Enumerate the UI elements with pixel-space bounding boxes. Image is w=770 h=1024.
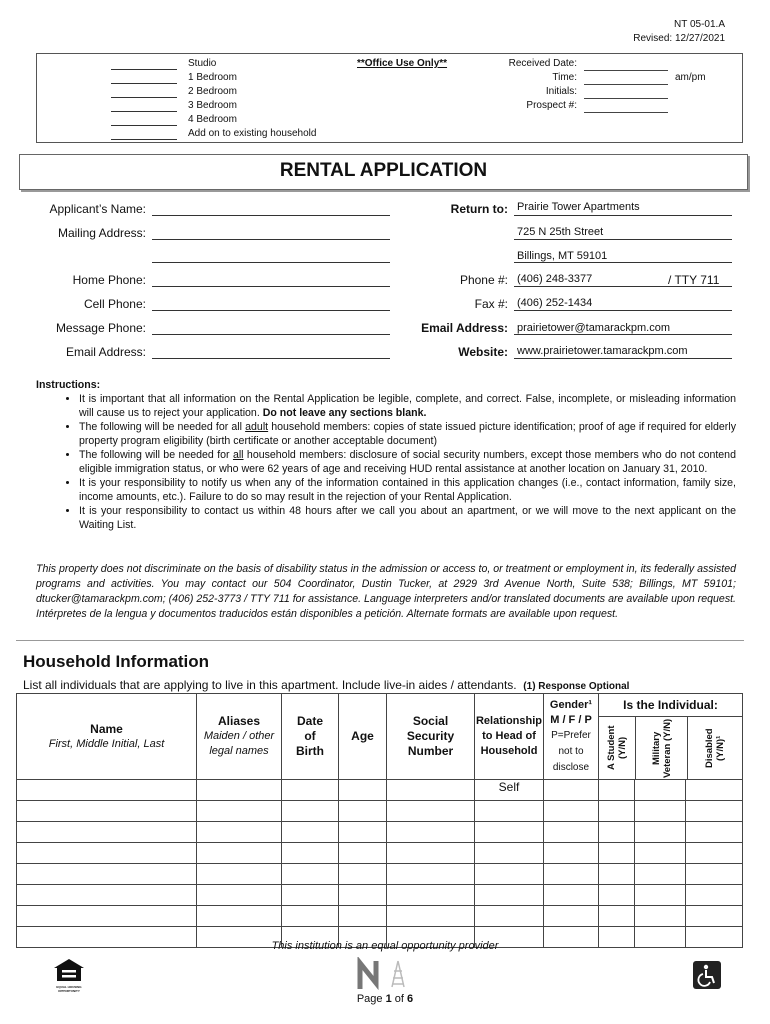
- cell-name[interactable]: [17, 780, 197, 801]
- ampm-label: am/pm: [675, 72, 706, 83]
- cell-relationship: Self: [475, 780, 544, 801]
- cell-disabled[interactable]: [686, 780, 743, 801]
- cell-ssn[interactable]: [387, 780, 475, 801]
- table-row: [17, 885, 743, 906]
- cell-ssn[interactable]: [387, 801, 475, 822]
- cell-ssn[interactable]: [387, 885, 475, 906]
- tty-value: / TTY 711: [668, 273, 720, 287]
- unit-option-3br[interactable]: 3 Bedroom: [111, 100, 411, 113]
- form-id: NT 05-01.A: [674, 19, 725, 30]
- cell-disabled[interactable]: [686, 885, 743, 906]
- return-email-label: Email Address:: [421, 321, 508, 335]
- table-row: [17, 801, 743, 822]
- instruction-item: • The following will be needed for all adult household members: copies of state issued picture identification; proof of age if required for elderly property program eligibility (birth certificate or another acceptable document): [79, 420, 736, 448]
- cell-dob[interactable]: [282, 885, 339, 906]
- mailing-address-label: Mailing Address:: [57, 226, 146, 240]
- col-disabled: Disabled (Y/N)¹: [704, 728, 726, 768]
- cell-gender[interactable]: [544, 780, 599, 801]
- revised-date: Revised: 12/27/2021: [633, 33, 725, 44]
- col-age: Age: [339, 694, 387, 780]
- prospect-label: Prospect #:: [526, 100, 577, 111]
- cell-gender[interactable]: [544, 885, 599, 906]
- cell-student[interactable]: [599, 885, 635, 906]
- fax-value: (406) 252-1434: [517, 297, 593, 309]
- return-to-city: Billings, MT 59101: [517, 250, 608, 262]
- cell-name[interactable]: [17, 906, 197, 927]
- cell-age[interactable]: [339, 906, 387, 927]
- instructions: [36, 378, 736, 532]
- return-email-value[interactable]: prairietower@tamarackpm.com: [517, 322, 670, 334]
- instruction-item: • The following will be needed for all household members: disclosure of social security numbers, except those members who do not contend eligible immigration status, or who were 62 years of age and receiving HUD rental assistance at another location on January 31, 2010.: [79, 448, 736, 476]
- cell-aliases[interactable]: [197, 864, 282, 885]
- cell-age[interactable]: [339, 780, 387, 801]
- cell-relationship[interactable]: [475, 822, 544, 843]
- cell-military[interactable]: [635, 864, 686, 885]
- cell-aliases[interactable]: [197, 822, 282, 843]
- household-heading: Household Information: [23, 652, 210, 671]
- table-row: [17, 780, 743, 801]
- col-is-individual: [599, 694, 743, 780]
- cell-phone-label: Cell Phone:: [83, 297, 146, 311]
- cell-aliases[interactable]: [197, 801, 282, 822]
- cell-dob[interactable]: [282, 780, 339, 801]
- return-to-street: 725 N 25th Street: [517, 226, 604, 238]
- phone-line: [514, 286, 732, 287]
- col-dob: Date of Birth: [282, 694, 339, 780]
- website-line: [514, 358, 732, 359]
- applicant-name-field[interactable]: [152, 215, 390, 216]
- section-divider: [16, 640, 744, 641]
- cell-age[interactable]: [339, 864, 387, 885]
- cell-gender[interactable]: [544, 864, 599, 885]
- nondiscrimination-statement: This property does not discriminate on the basis of disability status in the admission or access to, or treatment or employment in, its federally assisted programs and activities. You may contact our 504 Coordinator, Dustin Tucker, at 2929 3rd Avenue North, Suite 538; Billings, MT 59101; dtucker@tamarackpm.com; (406) 252-3773 / TTY 711 for assistance. Language interpreters and/or translated documents are available upon request. Intérpretes de la lengua y documentos traducidos están disponibles a petición. Alternate formats are available upon request.: [36, 563, 736, 620]
- cell-gender[interactable]: [544, 822, 599, 843]
- house-icon: [52, 958, 86, 982]
- col-ssn: Social Security Number: [387, 694, 475, 780]
- applicant-name-label: Applicant’s Name:: [49, 202, 146, 216]
- phone-label: Phone #:: [459, 273, 508, 287]
- received-date-label: Received Date:: [508, 58, 577, 69]
- cell-student[interactable]: [599, 801, 635, 822]
- received-date-field[interactable]: [584, 70, 668, 71]
- cell-relationship[interactable]: [475, 906, 544, 927]
- cell-ssn[interactable]: [387, 906, 475, 927]
- instructions-heading: Instructions:: [36, 379, 101, 391]
- fax-line: [514, 310, 732, 311]
- fax-label: Fax #:: [474, 297, 508, 311]
- return-to-name: Prairie Tower Apartments: [517, 201, 640, 213]
- website-value[interactable]: www.prairietower.tamarackpm.com: [517, 345, 688, 357]
- cell-military[interactable]: [635, 885, 686, 906]
- table-row: [17, 843, 743, 864]
- instruction-item: • It is important that all information on the Rental Application be legible, complete, and correct. False, incomplete, or misleading information will cause us to reject your application. Do not leave any sections blank.: [79, 392, 736, 420]
- instruction-item: • It is your responsibility to contact us within 48 hours after we call you about an apartment, or we will move to the next applicant on the Waiting List.: [79, 504, 736, 532]
- return-to-name-line: [514, 215, 732, 216]
- cell-aliases[interactable]: [197, 780, 282, 801]
- col-military: Military Veteran (Y/N): [636, 717, 688, 779]
- cell-dob[interactable]: [282, 906, 339, 927]
- initials-label: Initials:: [545, 86, 577, 97]
- cell-disabled[interactable]: [686, 843, 743, 864]
- mailing-address-field-2[interactable]: [152, 262, 390, 263]
- return-to-city-line: [514, 262, 732, 263]
- cell-age[interactable]: [339, 822, 387, 843]
- table-header-row: [17, 694, 743, 780]
- cell-ssn[interactable]: [387, 843, 475, 864]
- household-table: [16, 693, 743, 948]
- cell-student[interactable]: [599, 864, 635, 885]
- instruction-item: • It is your responsibility to notify us when any of the information contained in this application changes (i.e., contact information, family size, income amounts, etc.). Failure to do so may result in the rejection of your Rental Application.: [79, 476, 736, 504]
- equal-housing-logo: [52, 958, 86, 992]
- cell-relationship[interactable]: [475, 843, 544, 864]
- unit-option-2br[interactable]: 2 Bedroom: [111, 86, 411, 99]
- time-label: Time:: [552, 72, 577, 83]
- cell-student[interactable]: [599, 822, 635, 843]
- cell-military[interactable]: [635, 906, 686, 927]
- cell-military[interactable]: [635, 822, 686, 843]
- equal-opportunity-statement: This institution is an equal opportunity provider: [271, 940, 499, 952]
- cell-student[interactable]: [599, 843, 635, 864]
- col-student: A Student (Y/N): [599, 717, 636, 779]
- prospect-field[interactable]: [584, 112, 668, 113]
- col-relationship: Relationship to Head of Household: [475, 694, 544, 780]
- message-phone-label: Message Phone:: [55, 321, 146, 335]
- eho-text: EQUAL HOUSING OPPORTUNITY: [56, 985, 82, 993]
- cell-ssn[interactable]: [387, 864, 475, 885]
- unit-option-4br[interactable]: 4 Bedroom: [111, 114, 411, 127]
- phone-value: (406) 248-3377: [517, 273, 593, 285]
- cell-disabled[interactable]: [686, 822, 743, 843]
- cell-disabled[interactable]: [686, 801, 743, 822]
- unit-option-studio[interactable]: Studio: [111, 58, 411, 71]
- tamarack-logo: [356, 957, 412, 991]
- cell-dob[interactable]: [282, 864, 339, 885]
- time-field[interactable]: [584, 84, 668, 85]
- table-row: [17, 822, 743, 843]
- return-email-line: [514, 334, 732, 335]
- email-address-field[interactable]: [152, 358, 390, 359]
- cell-aliases[interactable]: [197, 906, 282, 927]
- initials-field[interactable]: [584, 98, 668, 99]
- cell-dob[interactable]: [282, 801, 339, 822]
- unit-option-1br[interactable]: 1 Bedroom: [111, 72, 411, 85]
- table-row: [17, 906, 743, 927]
- home-phone-label: Home Phone:: [72, 273, 146, 287]
- is-individual-heading: Is the Individual:: [599, 694, 742, 717]
- cell-age[interactable]: [339, 801, 387, 822]
- cell-gender[interactable]: [544, 906, 599, 927]
- cell-name[interactable]: [17, 801, 197, 822]
- page-number: Page 1 of 6: [356, 993, 414, 1005]
- return-to-street-line: [514, 239, 732, 240]
- cell-age[interactable]: [339, 885, 387, 906]
- page-title: RENTAL APPLICATION: [19, 154, 748, 190]
- tamarack-tree-icon: [356, 957, 412, 991]
- cell-dob[interactable]: [282, 822, 339, 843]
- cell-gender[interactable]: [544, 843, 599, 864]
- office-use-label: **Office Use Only**: [357, 58, 448, 69]
- cell-name[interactable]: [17, 843, 197, 864]
- cell-student[interactable]: [599, 906, 635, 927]
- cell-military[interactable]: [635, 780, 686, 801]
- cell-gender[interactable]: [544, 801, 599, 822]
- col-name: Name First, Middle Initial, Last: [17, 694, 197, 780]
- cell-relationship[interactable]: [475, 801, 544, 822]
- email-address-label: Email Address:: [65, 345, 146, 359]
- home-phone-field[interactable]: [152, 286, 390, 287]
- table-row: [17, 864, 743, 885]
- cell-military[interactable]: [635, 801, 686, 822]
- cell-name[interactable]: [17, 864, 197, 885]
- cell-aliases[interactable]: [197, 843, 282, 864]
- cell-relationship[interactable]: [475, 885, 544, 906]
- cell-aliases[interactable]: [197, 885, 282, 906]
- mailing-address-field-1[interactable]: [152, 239, 390, 240]
- cell-age[interactable]: [339, 843, 387, 864]
- cell-disabled[interactable]: [686, 864, 743, 885]
- cell-phone-field[interactable]: [152, 310, 390, 311]
- col-gender: Gender¹ M / F / P P=Prefer not to disclose: [544, 694, 599, 780]
- cell-dob[interactable]: [282, 843, 339, 864]
- household-subtitle: List all individuals that are applying to live in this apartment. Include live-in aides / attendants. (1) Response Optional: [23, 678, 630, 692]
- cell-disabled[interactable]: [686, 906, 743, 927]
- accessibility-icon: [693, 961, 721, 989]
- cell-name[interactable]: [17, 822, 197, 843]
- cell-name[interactable]: [17, 885, 197, 906]
- col-aliases: Aliases Maiden / other legal names: [197, 694, 282, 780]
- office-use-box: [36, 53, 743, 143]
- cell-ssn[interactable]: [387, 822, 475, 843]
- cell-relationship[interactable]: [475, 864, 544, 885]
- message-phone-field[interactable]: [152, 334, 390, 335]
- website-label: Website:: [458, 345, 508, 359]
- cell-student[interactable]: [599, 780, 635, 801]
- return-to-label: Return to:: [450, 202, 508, 216]
- response-optional-note: (1) Response Optional: [523, 681, 630, 692]
- unit-option-addon[interactable]: Add on to existing household: [111, 128, 411, 141]
- cell-military[interactable]: [635, 843, 686, 864]
